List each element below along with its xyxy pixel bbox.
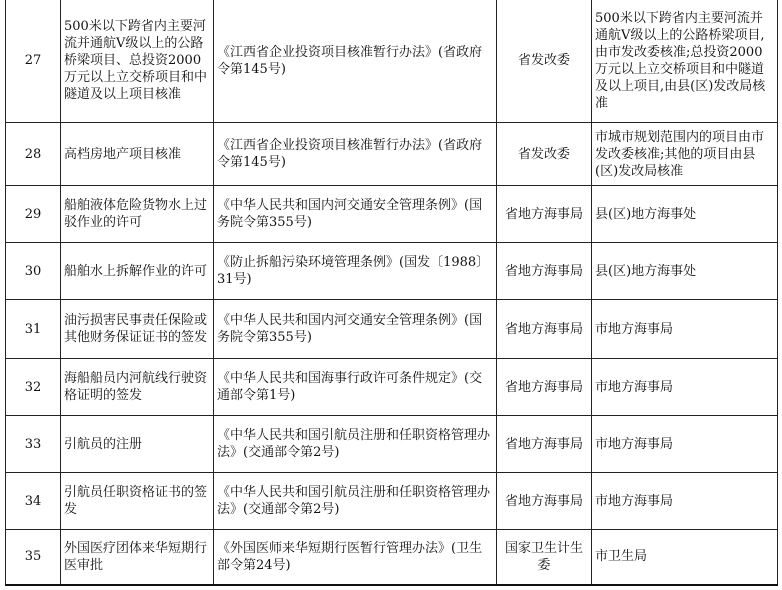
table-row [6,0,778,123]
legal-basis: 《中华人民共和国引航员注册和任职资格管理办法》(交通部令第2号) [214,416,497,473]
handling-authority: 市地方海事局 [592,359,778,416]
handling-authority: 市地方海事局 [592,300,778,359]
item-name: 500米以下跨省内主要河流并通航Ⅴ级以上的公路桥梁项目、总投资2000万元以上立交桥项目和中隧道及以上项目核准 [61,0,214,123]
item-name: 油污损害民事责任保险或其他财务保证证书的签发 [61,300,214,359]
table-row [6,186,778,243]
legal-basis: 《中华人民共和国内河交通安全管理条例》(国务院令第355号) [214,300,497,359]
original-department: 省发改委 [497,0,592,123]
table-row [6,359,778,416]
original-department: 省发改委 [497,123,592,186]
original-department: 省地方海事局 [497,416,592,473]
legal-basis: 《江西省企业投资项目核准暂行办法》(省政府令第145号) [214,0,497,123]
handling-authority: 市城市规划范围内的项目由市发改委核准;其他的项目由县(区)发改局核准 [592,123,778,186]
table-row [6,473,778,530]
legal-basis: 《中华人民共和国海事行政许可条件规定》(交通部令第1号) [214,359,497,416]
handling-authority: 县(区)地方海事处 [592,186,778,243]
legal-basis: 《外国医师来华短期行医暂行管理办法》(卫生部令第24号) [214,530,497,585]
table-row [6,243,778,300]
approval-items-table [5,0,778,586]
handling-authority: 市地方海事局 [592,416,778,473]
legal-basis: 《防止拆船污染环境管理条例》(国发〔1988〕31号) [214,243,497,300]
original-department: 省地方海事局 [497,300,592,359]
item-name: 海船船员内河航线行驶资格证明的签发 [61,359,214,416]
item-name: 引航员任职资格证书的签发 [61,473,214,530]
handling-authority: 市地方海事局 [592,473,778,530]
handling-authority: 县(区)地方海事处 [592,243,778,300]
row-number: 31 [6,300,61,359]
item-name: 高档房地产项目核准 [61,123,214,186]
original-department: 省地方海事局 [497,186,592,243]
handling-authority: 500米以下跨省内主要河流并通航Ⅴ级以上的公路桥梁项目,由市发改委核准;总投资2000万元以上立交桥项目和中隧道及以上项目,由县(区)发改局核准 [592,0,778,123]
row-number: 28 [6,123,61,186]
table-row [6,530,778,585]
item-name: 引航员的注册 [61,416,214,473]
legal-basis: 《中华人民共和国引航员注册和任职资格管理办法》(交通部令第2号) [214,473,497,530]
row-number: 30 [6,243,61,300]
original-department: 省地方海事局 [497,473,592,530]
item-name: 外国医疗团体来华短期行医审批 [61,530,214,585]
handling-authority: 市卫生局 [592,530,778,585]
row-number: 35 [6,530,61,585]
original-department: 省地方海事局 [497,243,592,300]
item-name: 船舶液体危险货物水上过驳作业的许可 [61,186,214,243]
row-number: 27 [6,0,61,123]
table-row [6,416,778,473]
row-number: 34 [6,473,61,530]
original-department: 国家卫生计生委 [497,530,592,585]
item-name: 船舶水上拆解作业的许可 [61,243,214,300]
table-row [6,123,778,186]
original-department: 省地方海事局 [497,359,592,416]
table-row [6,300,778,359]
row-number: 32 [6,359,61,416]
row-number: 29 [6,186,61,243]
legal-basis: 《中华人民共和国内河交通安全管理条例》(国务院令第355号) [214,186,497,243]
row-number: 33 [6,416,61,473]
legal-basis: 《江西省企业投资项目核准暂行办法》(省政府令第145号) [214,123,497,186]
